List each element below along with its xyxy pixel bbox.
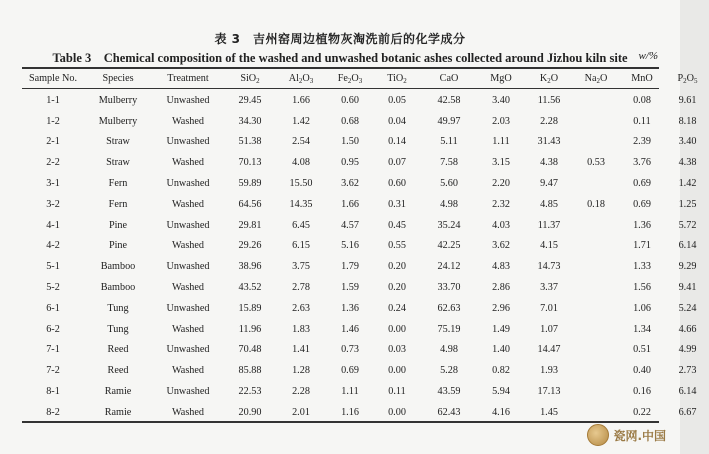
cell-na2o (574, 277, 618, 298)
header-sio2: SiO$_2$ (240, 72, 260, 85)
cell-mgo: 2.20 (492, 178, 510, 190)
cell-sio2: 43.52 (238, 282, 262, 294)
cell-na2o (574, 256, 618, 277)
cell-k2o: 3.37 (540, 282, 558, 294)
cell-al2o3: 4.08 (292, 157, 310, 169)
cell-cao: 62.63 (437, 302, 461, 314)
cell-tio2: 0.60 (388, 178, 406, 190)
cell-al2o3: 3.75 (292, 261, 310, 273)
cell-na2o (574, 111, 618, 132)
cell-sample: 2-1 (46, 136, 60, 148)
table-row (22, 381, 709, 402)
cell-mno: 0.40 (633, 365, 651, 377)
cell-fe2o3: 1.11 (341, 386, 359, 398)
cell-k2o: 4.85 (540, 198, 558, 210)
cell-species: Straw (106, 157, 130, 169)
cell-treatment: Unwashed (166, 261, 210, 273)
cell-mgo: 3.15 (492, 157, 510, 169)
cell-mgo: 2.32 (492, 198, 510, 210)
cell-sample: 1-1 (46, 94, 60, 106)
header-treatment: Treatment (167, 73, 209, 84)
cell-cao: 43.59 (437, 386, 461, 398)
cell-species: Fern (108, 178, 128, 190)
unit-label: w/% (638, 50, 658, 62)
cell-tio2: 0.05 (388, 94, 406, 106)
cell-mno: 0.22 (633, 406, 651, 418)
cell-sio2: 38.96 (238, 261, 262, 273)
cell-na2o (574, 360, 618, 381)
cell-al2o3: 1.41 (292, 344, 310, 356)
cell-fe2o3: 1.46 (341, 323, 359, 335)
cell-treatment: Washed (172, 282, 204, 294)
cell-na2o (574, 298, 618, 319)
table-row (22, 277, 709, 298)
cell-mno: 1.06 (633, 302, 651, 314)
cell-cao: 5.28 (440, 365, 458, 377)
cell-species: Straw (106, 136, 130, 148)
cell-tio2: 0.24 (388, 302, 406, 314)
cell-na2o (574, 90, 618, 111)
cell-na2o (574, 381, 618, 402)
cell-k2o: 11.37 (537, 219, 561, 231)
table-title-chinese: 表 3 吉州窑周边植物灰淘洗前后的化学成分 (214, 32, 466, 46)
cell-al2o3: 1.66 (292, 94, 310, 106)
header-fe2o3: $Fe_2O_3$ (337, 72, 363, 85)
header-mno: MnO (631, 73, 653, 84)
cell-tio2: 0.14 (388, 136, 406, 148)
cell-sio2: 70.13 (238, 157, 262, 169)
cell-cao: 4.98 (440, 344, 458, 356)
cell-species: Pine (108, 219, 128, 231)
header-mgo: MgO (490, 73, 512, 84)
cell-treatment: Unwashed (166, 94, 210, 106)
cell-p2o5: 4.66 (678, 323, 697, 335)
cell-mno: 2.39 (633, 136, 651, 148)
table-row (22, 152, 709, 173)
cell-treatment: Washed (172, 115, 204, 127)
cell-sample: 6-1 (46, 302, 60, 314)
cell-treatment: Unwashed (166, 178, 210, 190)
cell-species: Mulberry (98, 94, 138, 106)
cell-sample: 5-1 (46, 261, 60, 273)
cell-tio2: 0.20 (388, 261, 406, 273)
cell-mno: 0.08 (633, 94, 651, 106)
cell-k2o: 7.01 (540, 302, 558, 314)
cell-fe2o3: 1.16 (341, 406, 359, 418)
cell-sio2: 22.53 (238, 386, 262, 398)
cell-sample: 3-1 (46, 178, 60, 190)
cell-mgo: 4.03 (492, 219, 510, 231)
cell-fe2o3: 0.60 (341, 94, 359, 106)
cell-species: Tung (107, 323, 129, 335)
cell-cao: 5.11 (440, 136, 458, 148)
cell-k2o: 31.43 (537, 136, 561, 148)
cell-na2o: 0.18 (587, 198, 605, 210)
header-tio2: TiO$_2$ (387, 72, 407, 85)
cell-na2o (574, 215, 618, 236)
cell-tio2: 0.07 (388, 157, 406, 169)
cell-al2o3: 2.63 (292, 302, 310, 314)
cell-p2o5: 5.72 (678, 219, 697, 231)
cell-treatment: Washed (172, 240, 204, 252)
cell-p2o5: 9.41 (678, 282, 697, 294)
composition-table (22, 69, 709, 423)
cell-sample: 7-1 (46, 344, 60, 356)
cell-tio2: 0.31 (388, 198, 406, 210)
cell-k2o: 1.45 (540, 406, 558, 418)
cell-sample: 6-2 (46, 323, 60, 335)
cell-tio2: 0.03 (388, 344, 406, 356)
cell-p2o5: 8.18 (678, 115, 697, 127)
cell-p2o5: 2.73 (678, 365, 697, 377)
cell-tio2: 0.00 (388, 323, 406, 335)
cell-cao: 5.60 (440, 178, 458, 190)
header-row (22, 69, 709, 88)
table-row (22, 402, 709, 423)
table-row (22, 319, 709, 340)
cell-treatment: Washed (172, 157, 204, 169)
cell-cao: 24.12 (437, 261, 461, 273)
cell-p2o5: 1.42 (678, 178, 697, 190)
cell-p2o5: 1.25 (678, 198, 697, 210)
table-row (22, 236, 709, 257)
cell-fe2o3: 0.73 (341, 344, 359, 356)
cell-treatment: Unwashed (166, 344, 210, 356)
table-row (22, 132, 709, 153)
cell-species: Mulberry (98, 115, 138, 127)
cell-cao: 4.98 (440, 198, 458, 210)
cell-mno: 0.69 (633, 198, 651, 210)
cell-na2o (574, 319, 618, 340)
cell-al2o3: 1.42 (292, 115, 310, 127)
cell-mgo: 0.82 (492, 365, 510, 377)
cell-al2o3: 2.54 (292, 136, 310, 148)
cell-k2o: 4.38 (540, 157, 558, 169)
cell-sample: 5-2 (46, 282, 60, 294)
cell-fe2o3: 0.95 (341, 157, 359, 169)
cell-species: Tung (107, 302, 129, 314)
cell-species: Fern (108, 198, 128, 210)
cell-tio2: 0.00 (388, 365, 406, 377)
cell-mno: 0.11 (633, 115, 651, 127)
cell-k2o: 9.47 (540, 178, 558, 190)
cell-species: Ramie (104, 406, 132, 418)
table-row (22, 360, 709, 381)
cell-cao: 42.25 (437, 240, 461, 252)
header-k2o: $K_2O$ (539, 72, 559, 85)
table-row (22, 173, 709, 194)
cell-sio2: 11.96 (238, 323, 262, 335)
header-species: Species (102, 73, 134, 84)
cell-tio2: 0.45 (388, 219, 406, 231)
table-row (22, 215, 709, 236)
cell-mgo: 2.03 (492, 115, 510, 127)
cell-sample: 2-2 (46, 157, 60, 169)
cell-p2o5: 6.14 (678, 240, 697, 252)
table-row (22, 111, 709, 132)
cell-sio2: 70.48 (238, 344, 262, 356)
watermark (587, 424, 666, 446)
cell-cao: 75.19 (437, 323, 461, 335)
cell-p2o5: 3.40 (678, 136, 697, 148)
cell-treatment: Washed (172, 323, 204, 335)
cell-sample: 4-2 (46, 240, 60, 252)
cell-fe2o3: 1.66 (341, 198, 359, 210)
cell-species: Ramie (104, 386, 132, 398)
cell-al2o3: 14.35 (289, 198, 313, 210)
cell-mno: 1.34 (633, 323, 651, 335)
cell-fe2o3: 1.36 (341, 302, 359, 314)
cell-sio2: 51.38 (238, 136, 262, 148)
table-row (22, 340, 709, 361)
cell-sio2: 64.56 (238, 198, 262, 210)
cell-p2o5: 4.38 (678, 157, 697, 169)
cell-sio2: 29.81 (238, 219, 262, 231)
cell-mno: 3.76 (633, 157, 651, 169)
cell-sio2: 15.89 (238, 302, 262, 314)
cell-tio2: 0.04 (388, 115, 406, 127)
cell-sio2: 34.30 (238, 115, 262, 127)
cell-cao: 35.24 (437, 219, 461, 231)
cell-al2o3: 2.78 (292, 282, 310, 294)
cell-mno: 0.69 (633, 178, 651, 190)
cell-mgo: 1.11 (492, 136, 510, 148)
cell-species: Reed (107, 344, 129, 356)
cell-tio2: 0.00 (388, 406, 406, 418)
cell-mno: 0.16 (633, 386, 651, 398)
cell-fe2o3: 1.50 (341, 136, 359, 148)
table-row (22, 256, 709, 277)
cell-cao: 62.43 (437, 406, 461, 418)
header-al2o3: $Al_2O_3$ (288, 72, 314, 85)
cell-na2o (574, 340, 618, 361)
cell-treatment: Washed (172, 406, 204, 418)
cell-na2o (574, 236, 618, 257)
cell-fe2o3: 1.59 (341, 282, 359, 294)
cell-cao: 49.97 (437, 115, 461, 127)
header-na2o: $Na_2O$ (584, 72, 608, 85)
cell-sio2: 29.26 (238, 240, 262, 252)
cell-k2o: 11.56 (537, 94, 561, 106)
cell-mgo: 4.83 (492, 261, 510, 273)
cell-treatment: Washed (172, 198, 204, 210)
cell-mgo: 5.94 (492, 386, 510, 398)
cell-al2o3: 2.01 (292, 406, 310, 418)
cell-k2o: 1.93 (540, 365, 558, 377)
cell-al2o3: 1.83 (292, 323, 310, 335)
cell-fe2o3: 1.79 (341, 261, 359, 273)
cell-sample: 7-2 (46, 365, 60, 377)
header-cao: CaO (439, 73, 459, 84)
cell-species: Pine (108, 240, 128, 252)
cell-sio2: 29.45 (238, 94, 262, 106)
cell-fe2o3: 4.57 (341, 219, 359, 231)
cell-mno: 1.36 (633, 219, 651, 231)
cell-sio2: 59.89 (238, 178, 262, 190)
cell-mgo: 3.62 (492, 240, 510, 252)
watermark-text: 瓷网.中国 (613, 428, 666, 443)
cell-mno: 1.56 (633, 282, 651, 294)
cell-sio2: 20.90 (238, 406, 262, 418)
cell-treatment: Unwashed (166, 219, 210, 231)
cell-na2o (574, 173, 618, 194)
cell-al2o3: 1.28 (292, 365, 310, 377)
cell-mgo: 4.16 (492, 406, 510, 418)
cell-na2o (574, 402, 618, 423)
cell-sample: 3-2 (46, 198, 60, 210)
cell-na2o: 0.53 (587, 157, 605, 169)
cell-treatment: Unwashed (166, 302, 210, 314)
table-title-english: Table 3 Chemical composition of the washed and unwashed botanic ashes collected around Jizhou kiln site (52, 51, 628, 65)
cell-p2o5: 4.99 (678, 344, 697, 356)
table-row (22, 90, 709, 111)
cell-sample: 4-1 (46, 219, 60, 231)
cell-fe2o3: 0.68 (341, 115, 359, 127)
cell-cao: 42.58 (437, 94, 461, 106)
cell-k2o: 14.73 (537, 261, 561, 273)
cell-k2o: 4.15 (540, 240, 558, 252)
cell-sample: 1-2 (46, 115, 60, 127)
cell-mgo: 1.49 (492, 323, 510, 335)
cell-species: Bamboo (100, 261, 136, 273)
table-row (22, 194, 709, 215)
header-p2o5: $P_2O_5$ (677, 72, 698, 85)
cell-treatment: Washed (172, 365, 204, 377)
cell-al2o3: 6.45 (292, 219, 310, 231)
cell-fe2o3: 3.62 (341, 178, 359, 190)
cell-treatment: Unwashed (166, 386, 210, 398)
cell-tio2: 0.55 (388, 240, 406, 252)
cell-mgo: 2.86 (492, 282, 510, 294)
cell-p2o5: 6.67 (678, 406, 697, 418)
cell-mgo: 1.40 (492, 344, 510, 356)
cell-tio2: 0.11 (388, 386, 406, 398)
table-row (22, 298, 709, 319)
cell-sio2: 85.88 (238, 365, 262, 377)
cell-al2o3: 15.50 (289, 178, 313, 190)
cell-p2o5: 9.61 (678, 94, 697, 106)
header-sample: Sample No. (28, 73, 78, 84)
cell-cao: 7.58 (440, 157, 458, 169)
cell-na2o (574, 132, 618, 153)
cell-mgo: 2.96 (492, 302, 510, 314)
cell-k2o: 14.47 (537, 344, 561, 356)
cell-species: Reed (107, 365, 129, 377)
cell-sample: 8-1 (46, 386, 60, 398)
cell-fe2o3: 0.69 (341, 365, 359, 377)
cell-species: Bamboo (100, 282, 136, 294)
porcelain-logo-icon (587, 424, 609, 446)
cell-al2o3: 2.28 (292, 386, 310, 398)
cell-k2o: 2.28 (540, 115, 558, 127)
cell-p2o5: 5.24 (678, 302, 697, 314)
cell-mgo: 3.40 (492, 94, 510, 106)
cell-treatment: Unwashed (166, 136, 210, 148)
cell-fe2o3: 5.16 (341, 240, 359, 252)
cell-sample: 8-2 (46, 406, 60, 418)
cell-k2o: 1.07 (540, 323, 558, 335)
cell-k2o: 17.13 (537, 386, 561, 398)
cell-mno: 0.51 (633, 344, 651, 356)
cell-mno: 1.33 (633, 261, 651, 273)
cell-tio2: 0.20 (388, 282, 406, 294)
cell-mno: 1.71 (633, 240, 651, 252)
cell-cao: 33.70 (437, 282, 461, 294)
cell-p2o5: 6.14 (678, 386, 697, 398)
cell-al2o3: 6.15 (292, 240, 310, 252)
cell-p2o5: 9.29 (678, 261, 697, 273)
